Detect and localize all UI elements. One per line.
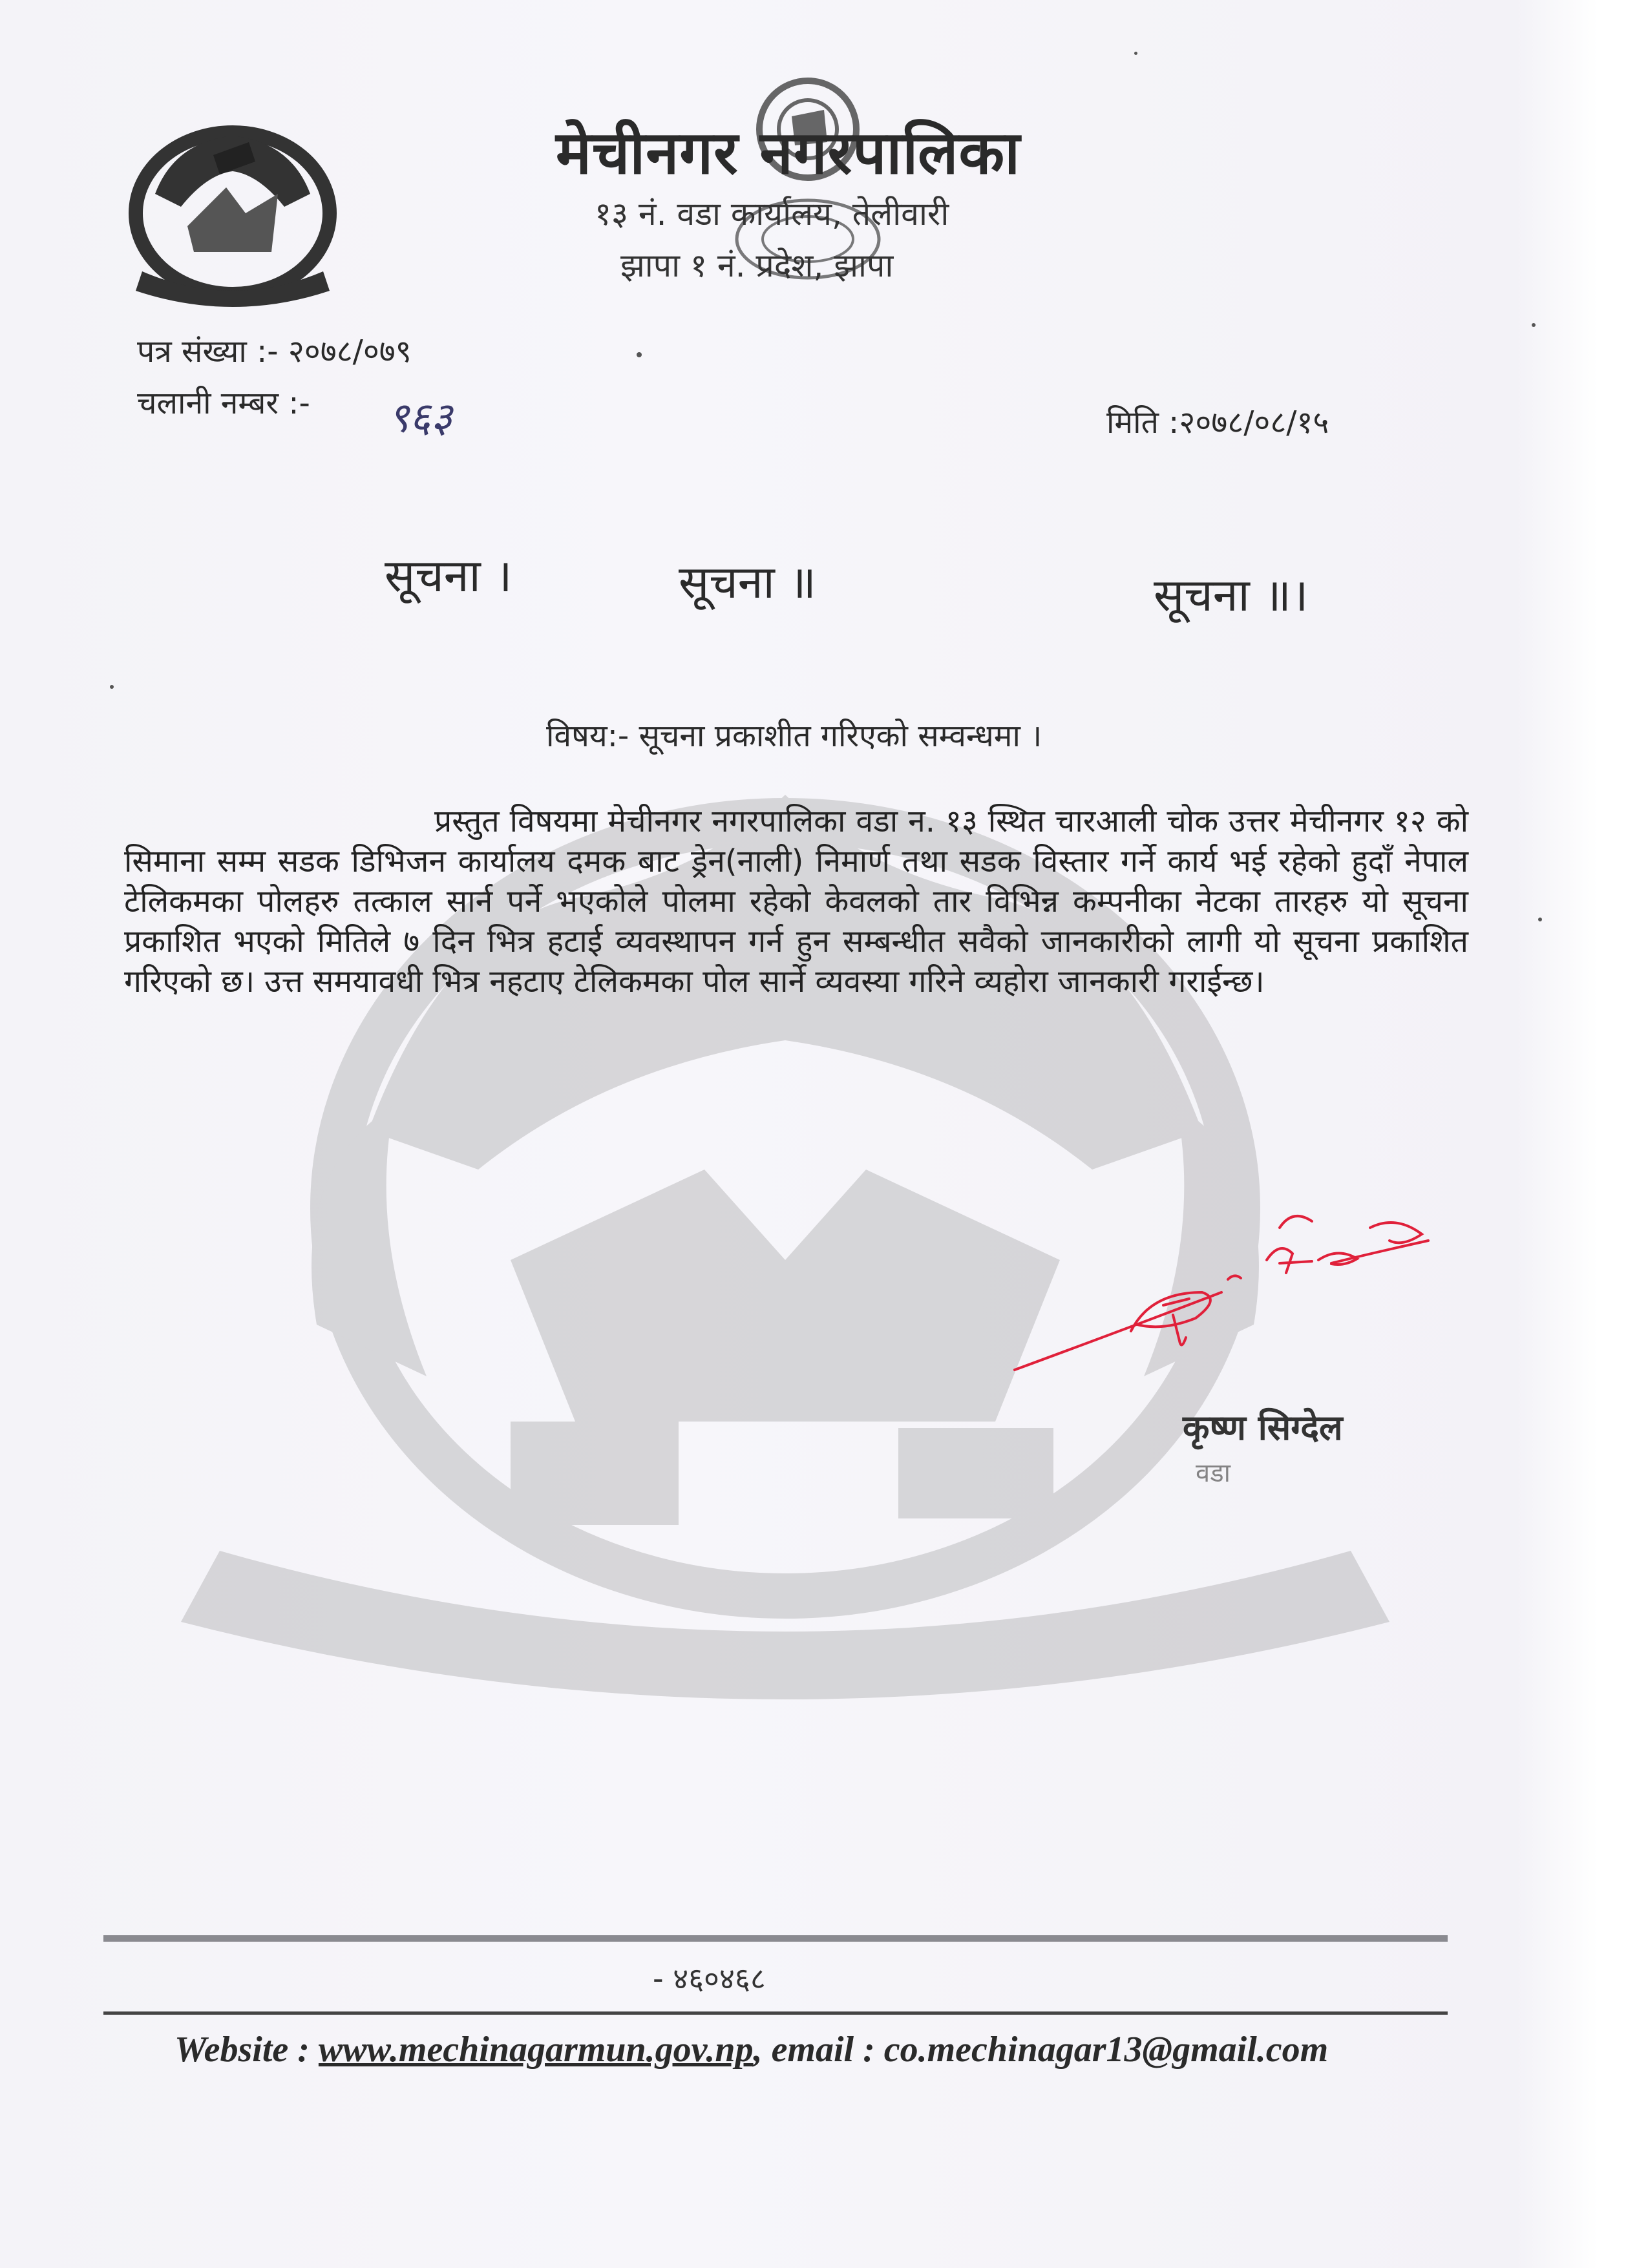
letter-subject: विषय:- सूचना प्रकाशीत गरिएको सम्वन्धमा । [546, 718, 1042, 754]
phone-number: - ४६०४६८ [653, 1961, 766, 1996]
notice-heading-1: सूचना । [385, 549, 512, 602]
email-address[interactable]: co.mechinagar13@gmail.com [883, 2030, 1329, 2070]
notice-heading-2: सूचना ॥ [679, 556, 816, 609]
website-link[interactable]: www.mechinagarmun.gov.np [318, 2030, 754, 2070]
org-name: मेचीनगर नगरपालिका [556, 118, 1021, 187]
footer-divider-bottom [103, 2011, 1448, 2015]
footer-divider-top [103, 1935, 1448, 1942]
dispatch-number-label: चलानी नम्बर :- [137, 385, 310, 421]
org-address: झापा १ नं. प्रदेश, झापा [620, 247, 894, 284]
dispatch-number-handwritten: ९६३ [388, 394, 452, 442]
email-label: , email : [753, 2030, 884, 2070]
scan-speck [1532, 323, 1536, 327]
nepal-emblem-icon [116, 116, 349, 310]
scan-edge-strip [1601, 0, 1648, 2268]
signature-icon [1008, 1202, 1512, 1396]
letter-body: प्रस्तुत विषयमा मेचीनगर नगरपालिका वडा न. १३ स्थित चारआली चोक उत्तर मेचीनगर १२ को सिमाना सम्म सडक डिभिजन कार्यालय दमक बाट ड्रेन(नाली) निमार्ण तथा सडक विस्तार गर्ने कार्य भई रहेको हुदाँ नेपाल टेलिकमका पोलहरु तत्काल सार्न पर्ने भएकोले पोलमा रहेको केवलको तार विभिन्न कम्पनीका नेटका तारहरु यो सूचना प्रकाशित भएको मितिले ७ दिन भित्र हटाई व्यवस्थापन गर्न हुन सम्बन्धीत सवैको जानकारीको लागी यो सूचना प्रकाशित गरिएको छ। उत्त समयावधी भित्र नहटाए टेलिकमका पोल सार्ने व्यवस्या गरिने व्यहोरा जानकारी गराईन्छ। [124, 803, 1468, 1000]
signatory-title: वडा [1196, 1458, 1231, 1488]
scan-speck [110, 685, 114, 689]
signatory-name: कृष्ण सिग्देल [1183, 1407, 1343, 1448]
footer-contact [174, 2029, 1328, 2070]
letter-date: मिति :२०७८/०८/१५ [1106, 404, 1329, 441]
website-label: Website : [174, 2030, 319, 2070]
notice-heading-3: सूचना ॥। [1154, 569, 1309, 622]
scan-speck [637, 352, 642, 357]
org-office: १३ नं. वडा कार्यालय, तेलीवारी [595, 195, 949, 233]
letter-number: पत्र संख्या :- २०७८/०७९ [137, 333, 412, 370]
scan-speck [1134, 52, 1137, 55]
scan-speck [1538, 918, 1542, 921]
